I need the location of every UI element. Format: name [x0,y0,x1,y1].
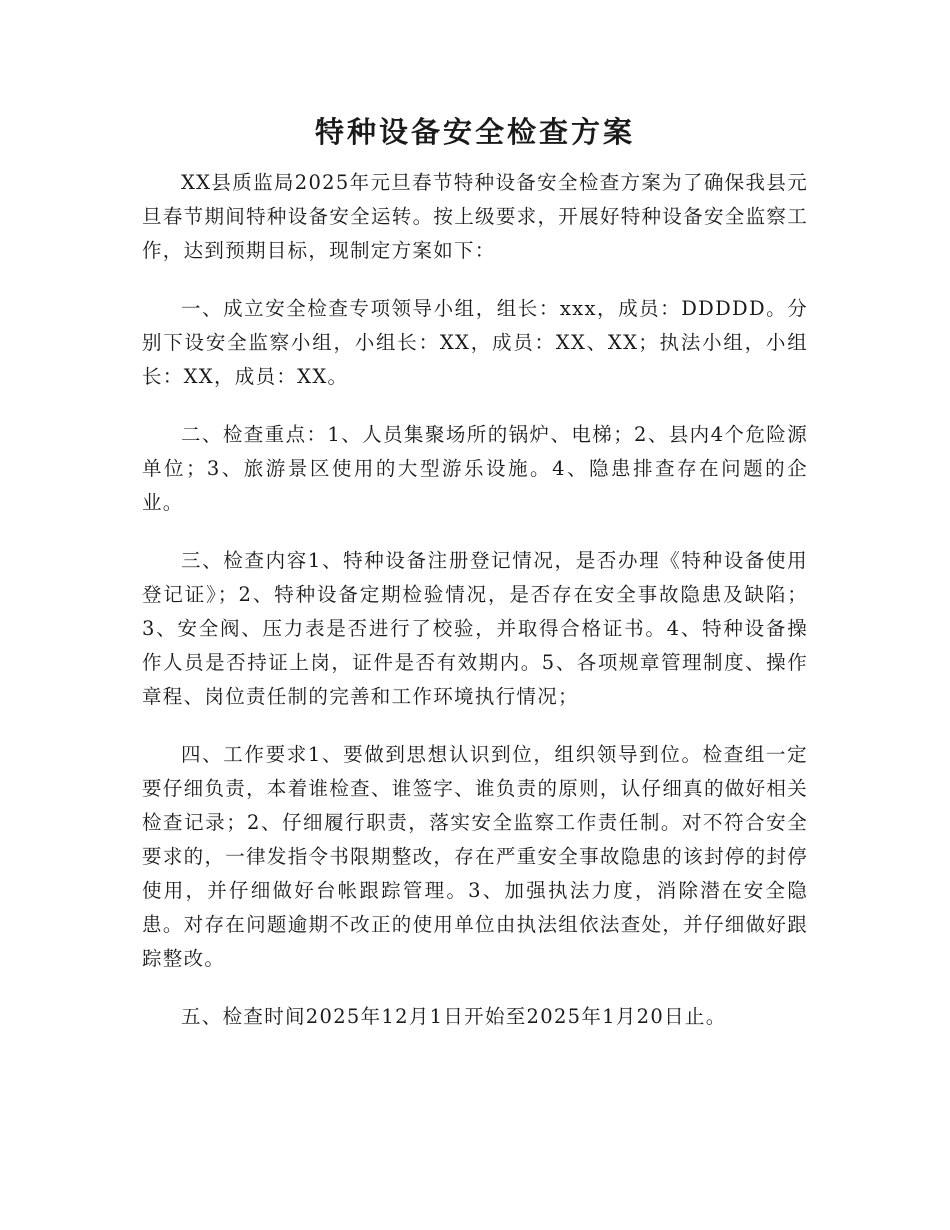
document-title: 特种设备安全检查方案 [314,115,635,149]
intro-paragraph: XX县质监局2025年元旦春节特种设备安全检查方案为了确保我县元旦春节期间特种设备安全运转。按上级要求，开展好特种设备安全监察工作，达到预期目标，现制定方案如下： [142,171,808,262]
section-inspection-time: 五、检查时间2025年12月1日开始至2025年1月20日止。 [181,1005,727,1028]
document-body [142,166,808,1058]
section-leadership-group: 一、成立安全检查专项领导小组，组长：xxx，成员：DDDDD。分别下设安全监察小组，小组长：XX，成员：XX、XX；执法小组，小组长：XX，成员：XX。 [142,297,808,388]
section-inspection-focus: 二、检查重点：1、人员集聚场所的锅炉、电梯；2、县内4个危险源单位；3、旅游景区使用的大型游乐设施。4、隐患排查存在问题的企业。 [142,423,808,514]
section-work-requirements: 四、工作要求1、要做到思想认识到位，组织领导到位。检查组一定要仔细负责，本着谁检查、谁签字、谁负责的原则，认仔细真的做好相关检查记录；2、仔细履行职责，落实安全监察工作责任制。对不符合安全要求的，一律发指令书限期整改，存在严重安全事故隐患的该封停的封停使用，并仔细做好台帐跟踪管理。3、加强执法力度，消除潜在安全隐患。对存在问题逾期不改正的使用单位由执法组依法查处，并仔细做好跟踪整改。 [142,743,808,970]
section-inspection-content: 三、检查内容1、特种设备注册登记情况，是否办理《特种设备使用登记证》；2、特种设备定期检验情况，是否存在安全事故隐患及缺陷；3、安全阀、压力表是否进行了校验，并取得合格证书。4、特种设备操作人员是否持证上岗，证件是否有效期内。5、各项规章管理制度、操作章程、岗位责任制的完善和工作环境执行情况； [142,549,808,708]
